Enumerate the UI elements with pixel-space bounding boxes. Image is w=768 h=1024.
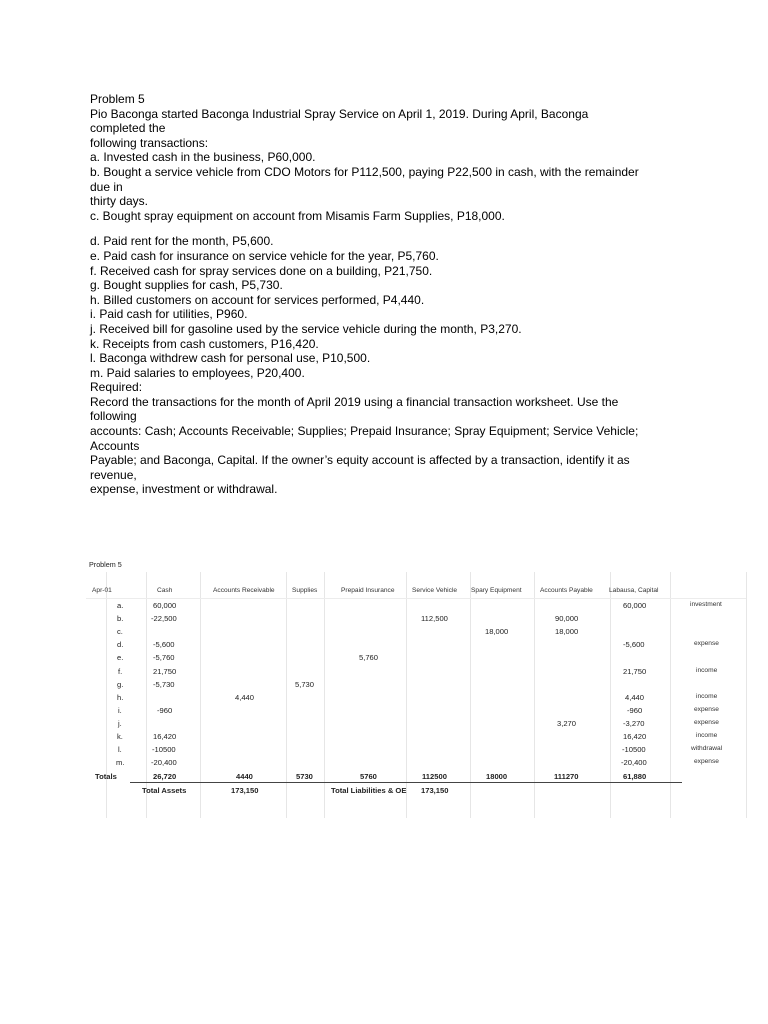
problem-line: c. Bought spray equipment on account from Misamis Farm Supplies, P18,000. [90,208,505,223]
column-header: Cash [157,587,173,594]
problem-line: Accounts [90,438,140,453]
table-cell: expense [694,705,719,713]
table-cell: income [696,666,718,674]
column-header: Supplies [292,587,318,594]
totals-rule [130,782,682,783]
problem-line: m. Paid salaries to employees, P20,400. [90,365,305,380]
total-liabilities-value: 173,150 [421,786,449,796]
problem-line: i. Paid cash for utilities, P960. [90,307,248,322]
table-cell: e. [117,653,124,663]
table-cell: i. [118,705,122,715]
table-cell: -10500 [152,745,176,755]
totals-cell: Totals [95,772,117,782]
grid-line [670,572,671,818]
table-cell: -960 [627,705,643,715]
table-cell: l. [118,745,122,755]
table-cell: income [696,692,718,700]
table-cell: k. [117,732,123,741]
problem-line: revenue, [90,467,137,482]
problem-line: thirty days. [90,194,149,209]
problem-line: completed the [90,121,166,136]
table-cell: 60,000 [623,601,647,610]
table-cell: investment [690,601,722,608]
problem-line: Pio Baconga started Baconga Industrial Spray Service on April 1, 2019. During April, Baconga [90,106,589,121]
problem-line: Payable; and Baconga, Capital. If the owner’s equity account is affected by a transaction, identify it as [90,453,630,468]
table-cell: -5,600 [623,640,645,650]
table-cell: -960 [157,705,173,715]
table-cell: expense [694,718,719,726]
total-assets-label: Total Assets [142,786,187,796]
totals-cell: 5730 [296,772,313,782]
table-cell: -20,400 [151,758,177,768]
grid-line [286,572,287,818]
problem-text [90,92,690,497]
grid-line [200,572,201,818]
grid-line [406,572,407,818]
table-cell: 21,750 [623,666,647,676]
problem-line: b. Bought a service vehicle from CDO Motors for P112,500, paying P22,500 in cash, with the remainder [90,164,639,179]
table-cell: c. [117,627,123,637]
table-cell: 112,500 [421,614,448,624]
table-cell: m. [116,758,125,768]
problem-line: k. Receipts from cash customers, P16,420. [90,336,319,351]
table-cell: 18,000 [555,627,579,637]
table-cell: -5,760 [153,653,175,663]
table-cell: income [696,732,718,739]
totals-cell: 26,720 [153,772,177,782]
table-cell: 5,760 [359,653,379,663]
totals-cell: 61,880 [623,772,647,782]
column-header: Apr-01 [92,587,112,594]
table-cell: 18,000 [485,627,509,637]
table-cell: -3,270 [623,718,645,728]
grid-line [534,572,535,818]
table-cell: 21,750 [153,666,177,676]
table-cell: 5,730 [295,679,315,689]
table-cell: 90,000 [555,614,579,624]
paragraph-gap [90,223,690,234]
column-header: Accounts Receivable [213,587,275,594]
grid-line [610,572,611,818]
column-header: Prepaid Insurance [341,587,395,594]
totals-cell: 5760 [360,772,377,782]
problem-line: accounts: Cash; Accounts Receivable; Supplies; Prepaid Insurance; Spray Equipment; Service Vehicle; [90,424,639,439]
table-cell: 60,000 [153,601,177,610]
problem-line: f. Received cash for spray services done on a building, P21,750. [90,263,433,278]
total-liabilities-label: Total Liabilities & OE [331,786,407,796]
problem-line: Record the transactions for the month of April 2019 using a financial transaction worksheet. Use the [90,394,619,409]
totals-cell: 111270 [554,772,579,782]
column-header: Spary Equipment [471,587,522,594]
table-cell: -22,500 [151,614,177,624]
grid-line [146,572,147,818]
problem-line: due in [90,179,123,194]
column-header: Service Vehicle [412,587,458,594]
column-header: Labausa, Capital [609,587,659,594]
problem-line: following [90,409,137,424]
table-cell: -5,600 [153,640,175,650]
table-cell: f. [118,666,123,676]
problem-line: e. Paid cash for insurance on service vehicle for the year, P5,760. [90,248,439,263]
totals-cell: 4440 [236,772,253,782]
table-cell: j. [118,718,122,728]
table-cell: expense [694,758,719,766]
table-cell: 16,420 [153,732,177,741]
table-cell: -10500 [622,745,646,755]
problem-line: expense, investment or withdrawal. [90,482,278,497]
column-header: Accounts Payable [540,587,593,594]
grid-line [470,572,471,818]
problem-line: h. Billed customers on account for services performed, P4,440. [90,292,425,307]
problem-line: a. Invested cash in the business, P60,000. [90,150,316,165]
totals-cell: 112500 [422,772,447,782]
table-cell: 3,270 [557,718,577,728]
grid-line [746,572,747,818]
table-cell: d. [117,640,124,650]
table-cell: b. [117,614,124,624]
problem-line: j. Received bill for gasoline used by the service vehicle during the month, P3,270. [90,321,522,336]
table-cell: a. [117,601,124,610]
table-cell: h. [117,692,124,702]
worksheet-table [86,560,746,818]
table-cell: -5,730 [153,679,175,689]
table-cell: withdrawal [691,745,723,753]
totals-cell: 18000 [486,772,508,782]
problem-line: Required: [90,380,143,395]
total-assets-value: 173,150 [231,786,259,796]
table-cell: 4,440 [235,692,255,702]
grid-line [324,572,325,818]
table-cell: g. [117,679,124,689]
table-cell: 16,420 [623,732,647,741]
problem-line: l. Baconga withdrew cash for personal use, P10,500. [90,351,371,366]
header-rule [86,598,746,599]
problem-line: d. Paid rent for the month, P5,600. [90,234,274,249]
worksheet-title: Problem 5 [89,560,122,569]
problem-line: following transactions: [90,135,209,150]
table-cell: expense [694,640,719,648]
table-cell: 4,440 [625,692,645,702]
problem-line: g. Bought supplies for cash, P5,730. [90,278,283,293]
problem-line: Problem 5 [90,92,145,106]
table-cell: -20,400 [621,758,647,768]
